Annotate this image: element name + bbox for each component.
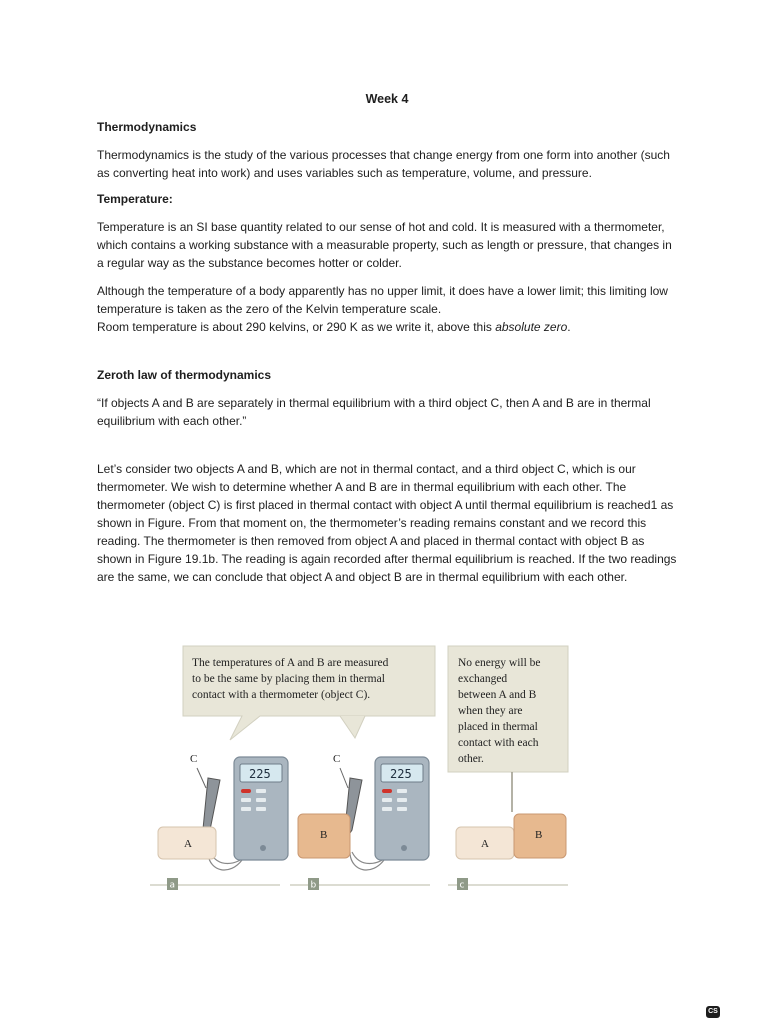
- panel-label-a: a: [169, 880, 176, 891]
- temp2-line2-start: Room temperature is about 290 kelvins, or 290 K as we write it, above this: [97, 320, 496, 334]
- thermometer-label-c-a: C: [190, 753, 198, 765]
- temp2-line1: Although the temperature of a body apparently has no upper limit, it does have a lower limit; this limiting low temperature is taken as the zero of the Kelvin temperature scale.: [97, 284, 668, 316]
- document-page: [97, 92, 677, 596]
- paragraph-temperature-1: Temperature is an SI base quantity related to our sense of hot and cold. It is measured with a thermometer, which contains a working substance with a measurable property, such as length or pressure, that changes in a regular way as the substance becomes hotter or colder.: [97, 220, 672, 270]
- heading-thermodynamics: Thermodynamics: [97, 120, 197, 134]
- callout-text-c-line6: contact with each: [458, 737, 539, 749]
- temp2-line2-end: .: [567, 320, 571, 334]
- heading-zeroth-law: Zeroth law of thermodynamics: [97, 368, 272, 382]
- panel-a: [150, 753, 288, 891]
- block-label-b-c: B: [535, 829, 543, 841]
- callout-text-ab-line3: contact with a thermometer (object C).: [192, 689, 371, 701]
- panel-label-c: c: [459, 880, 465, 891]
- block-label-a: A: [184, 838, 192, 850]
- callout-text-ab-line1: The temperatures of A and B are measured: [192, 657, 389, 669]
- block-label-b: B: [320, 829, 328, 841]
- callout-text-c-line4: when they are: [458, 705, 523, 717]
- camscanner-logo: CS: [706, 1006, 720, 1018]
- block-label-a-c: A: [481, 838, 489, 850]
- meter-reading-a: 225: [249, 767, 271, 781]
- panel-label-b: b: [310, 880, 317, 891]
- panel-b: [290, 753, 430, 891]
- callout-text-ab-line2: to be the same by placing them in thermal: [192, 673, 385, 685]
- thermal-equilibrium-figure: [150, 640, 580, 900]
- meter-reading-b: 225: [390, 767, 412, 781]
- paragraph-consider: Let’s consider two objects A and B, which are not in thermal contact, and a third object C, which is our thermometer. We wish to determine whether A and B are in thermal equilibrium with each other. The thermometer (object C) is first placed in thermal contact with object A until thermal equilibrium is reached1 as shown in Figure. From that moment on, the thermometer’s reading remains constant and we record this reading. The thermometer is then removed from object A and placed in thermal contact with object B as shown in Figure 19.1b. The reading is again recorded after thermal equilibrium is reached. If the two readings are the same, we can conclude that object A and object B are in thermal equilibrium with each other.: [97, 462, 677, 584]
- callout-text-c-line7: other.: [458, 753, 484, 765]
- callout-text-c-line2: exchanged: [458, 673, 508, 685]
- heading-temperature: Temperature:: [97, 192, 173, 206]
- callout-text-c-line3: between A and B: [458, 689, 537, 701]
- thermometer-label-c-b: C: [333, 753, 341, 765]
- paragraph-temperature-2: [97, 282, 677, 336]
- panel-c: [448, 814, 568, 891]
- absolute-zero-emphasis: absolute zero: [495, 320, 568, 334]
- page-title: Week 4: [365, 92, 409, 106]
- callout-text-c-line5: placed in thermal: [458, 721, 538, 733]
- paragraph-zeroth-quote: “If objects A and B are separately in thermal equilibrium with a third object C, then A and B are in thermal equilibrium with each other.”: [97, 396, 651, 428]
- callout-text-c-line1: No energy will be: [458, 657, 541, 669]
- paragraph-thermodynamics: Thermodynamics is the study of the various processes that change energy from one form into another (such as converting heat into work) and uses variables such as temperature, volume, and pressure.: [97, 148, 670, 180]
